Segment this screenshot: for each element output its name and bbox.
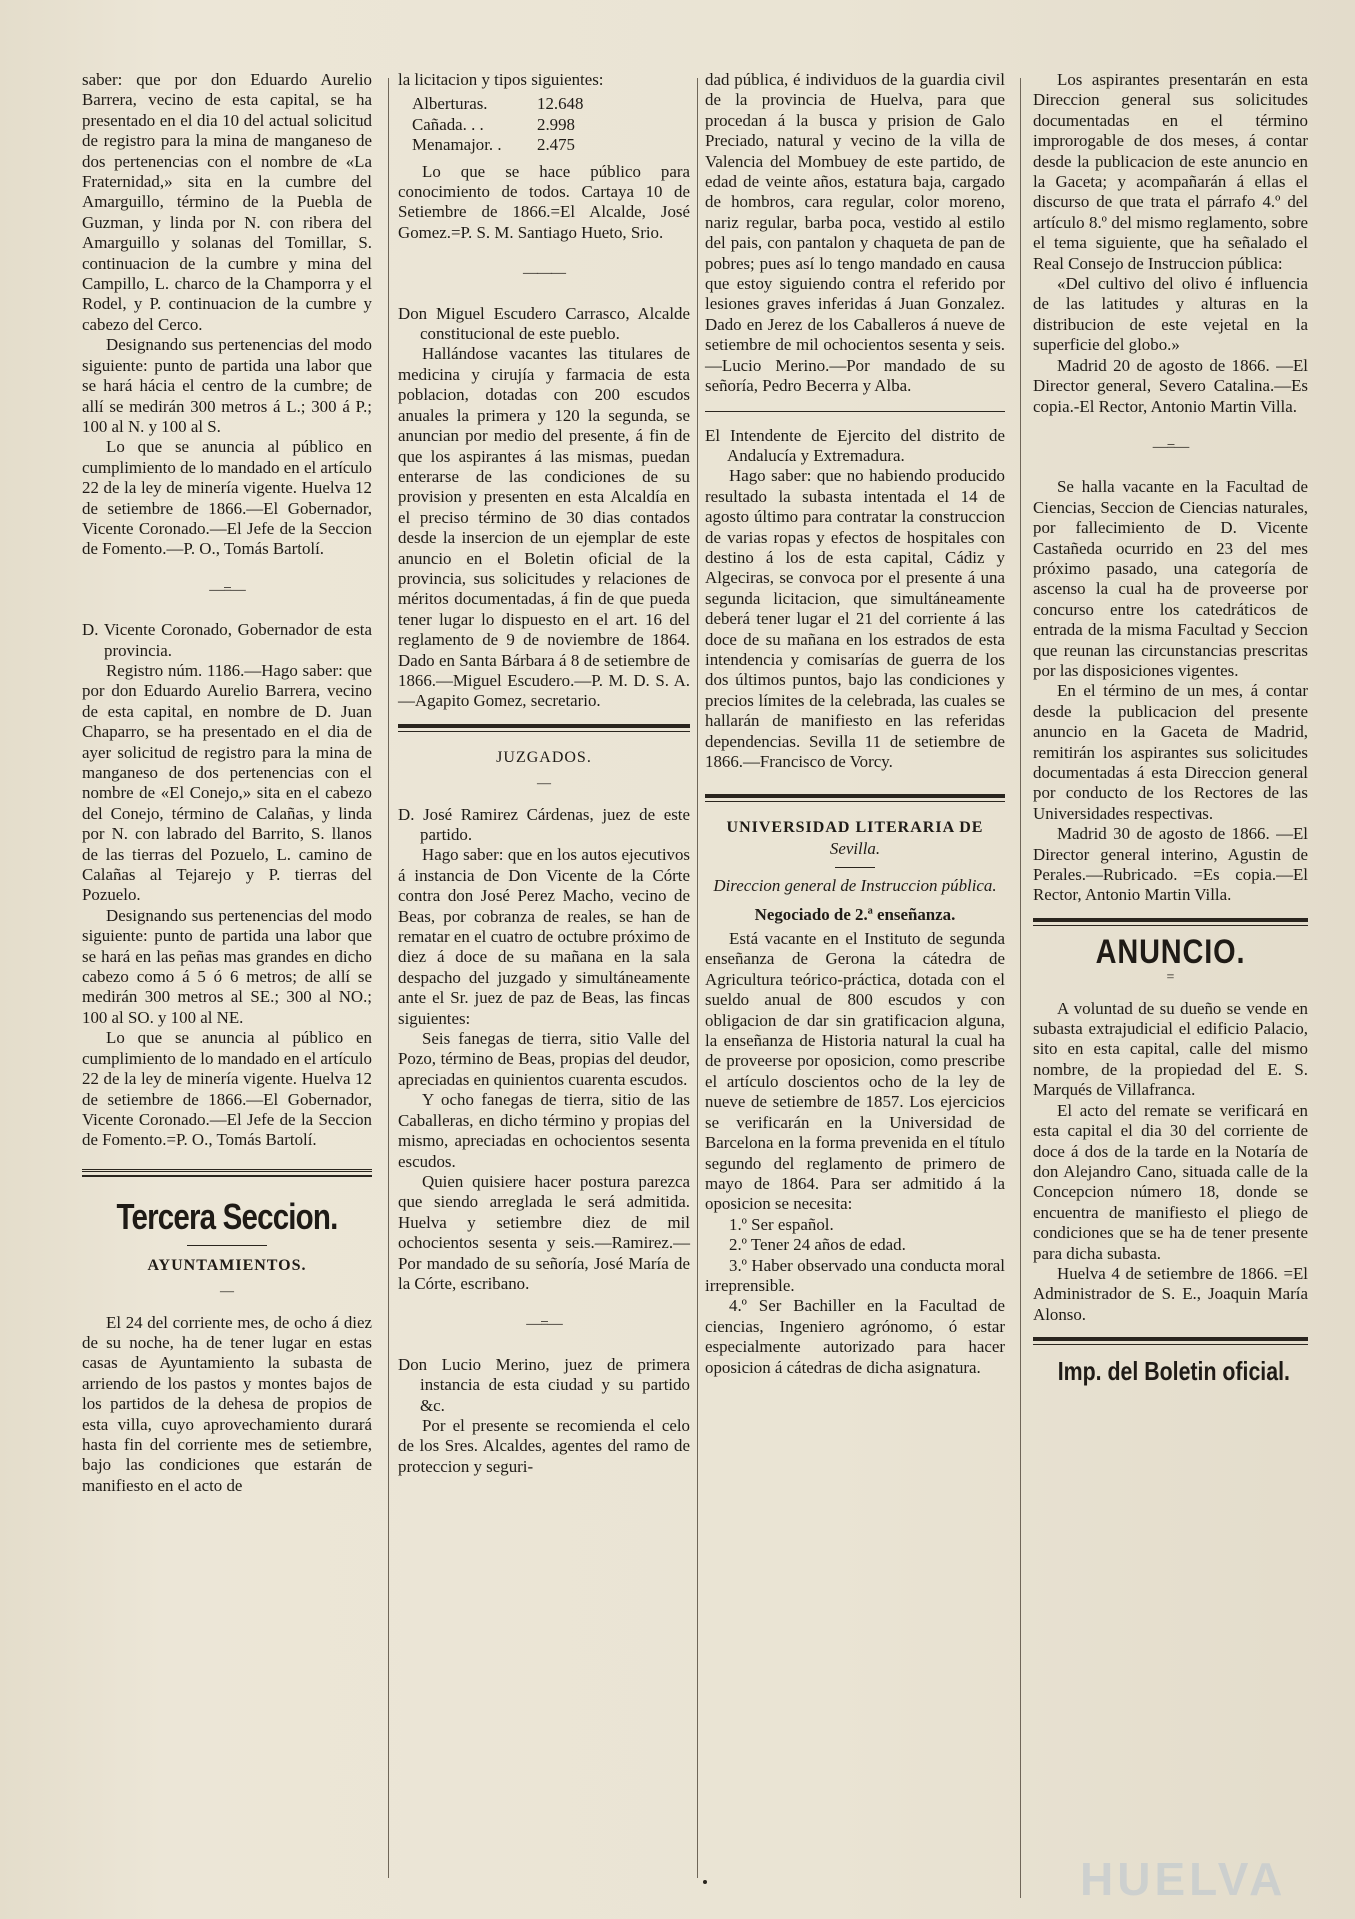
paragraph: Madrid 20 de agosto de 1866. —El Director general, Severo Catalina.—Es copia.-El Rector, Antonio Martin Villa.	[1033, 355, 1308, 416]
paragraph: Por el presente se recomienda el celo de los Sres. Alcaldes, agentes del ramo de proteccion y seguri-	[398, 1415, 690, 1476]
dash-divider: —	[537, 776, 551, 792]
notice-heading: El Intendente de Ejercito del distrito de Andalucía y Extremadura.	[705, 425, 1005, 465]
paragraph: Designando sus pertenencias del modo siguiente: punto de partida una labor que se hará hácia el centro de la cumbre; de allí se medirán 300 metros á L.; 300 á P.; 100 al N. y 100 al S.	[82, 335, 372, 436]
paragraph: Hago saber: que no habiendo producido resultado la subasta intentada el 14 de agosto último para contratar la construccion de varias ropas y efectos de hospitales con destino á los de esta capital, Cádiz y Algeciras, se convoca por el presente á una segunda licitacion, que simultáneamente deberá tener lugar el 21 del corriente á las doce de su mañana en los estrados de esta intendencia y comisarías de guerra de los dos últimos puntos, bajo las condiciones y precios límites de la celebrada, las cuales se hallarán de manifiesto en las referidas dependencias. Sevilla 11 de setiembre de 1866.—Francisco de Vorcy.	[705, 466, 1005, 771]
column-rule	[1020, 78, 1021, 1898]
paragraph: Seis fanegas de tierra, sitio Valle del Pozo, término de Beas, propias del deudor, apreciadas en quinientos cuarenta escudos.	[398, 1029, 690, 1089]
requirement-item: 3.º Haber observado una conducta moral irreprensible.	[705, 1255, 1005, 1295]
paragraph: El 24 del corriente mes, de ocho á diez de su noche, ha de tener lugar en estas casas de Ayuntamiento la subasta de arriendo de los pastos y montes bajos de los partidos de la dehesa de propios de esta villa, cuyo aprovechamiento durará hasta fin del corriente mes de setiembre, bajo las condiciones que estarán de manifiesto en el acto de	[82, 1312, 372, 1495]
table-row: Menamajor. . 2.475	[412, 135, 576, 155]
paragraph: Hago saber: que en los autos ejecutivos á instancia de Don Vicente de la Córte contra don José Perez Macho, vecino de Beas, por cobranza de reales, se han de rematar en el cuatro de octubre próximo de diez á doce de su mañana en la sala despacho del juzgado y simultáneamente ante el Sr. juez de paz de Beas, las fincas siguientes:	[398, 845, 690, 1028]
dash-divider: =	[1166, 970, 1175, 986]
short-rule	[835, 867, 875, 868]
tariff-table	[412, 94, 690, 155]
paragraph: Quien quisiere hacer postura parezca que siendo arreglada le será admitida. Huelva y setiembre diez de mil ochocientos sesenta y seis.—Ramirez.—Por mandado de su señoría, José María de la Córte, escribano.	[398, 1171, 690, 1293]
paragraph: dad pública, é individuos de la guardia civil de la provincia de Huelva, para que procedan á la busca y prision de Galo Preciado, natural y vecino de la villa de Valencia del Mombuey de este partido, de edad de veinte años, estatura baja, cargado de hombros, cara regular, color moreno, nariz regular, barba poca, vestido al estilo del pais, con pantalon y chaqueta de pan de pobres; pues así lo tengo mandado en causa que estoy siguiendo contra el referido por lesiones graves inferidas á Juan Gonzalez. Dado en Jerez de los Caballeros á nueve de setiembre de mil ochocientos sesenta y seis.—Lucio Merino.—Por mandado de su señoría, Pedro Becerra y Alba.	[705, 70, 1005, 396]
paragraph: Y ocho fanegas de tierra, sitio de las Caballeras, en dicho término y propias del mismo, apreciadas en ochocientos sesenta escudos.	[398, 1090, 690, 1171]
table-row: Cañada. . . 2.998	[412, 114, 576, 134]
section-rule	[705, 794, 1005, 802]
column-rule	[697, 78, 698, 1878]
university-heading: UNIVERSIDAD LITERARIA DE	[726, 819, 984, 837]
rule	[705, 411, 1005, 412]
paragraph: Lo que se anuncia al público en cumplimiento de lo mandado en el artículo 22 de la ley de minería vigente. Huelva 12 de setiembre de 1866.—El Gobernador, Vicente Coronado.—El Jefe de la Seccion de Fomento.=P. O., Tomás Bartolí.	[82, 1028, 372, 1150]
requirement-item: 2.º Tener 24 años de edad.	[729, 1235, 906, 1255]
bureau-heading: Negociado de 2.ª enseñanza.	[754, 904, 956, 924]
dash-divider: ———	[523, 265, 565, 282]
ornament-divider: —=—	[526, 1316, 562, 1333]
notice-heading: D. José Ramirez Cárdenas, juez de este partido.	[398, 804, 690, 844]
advertisement-title: ANUNCIO.	[1095, 932, 1246, 971]
notice-heading: D. Vicente Coronado, Gobernador de esta provincia.	[82, 620, 372, 660]
column-1	[82, 70, 372, 1496]
section-rule	[1033, 1337, 1308, 1345]
paragraph: En el término de un mes, á contar desde la publicacion del presente anuncio en la Gaceta de Madrid, remitirán los aspirantes sus solicitudes documentadas á esta Direccion general por conducto de los Rectores de las Universidades respectivas.	[1033, 681, 1308, 823]
page-dot	[703, 1880, 707, 1884]
ornament-divider: —=—	[1152, 438, 1189, 455]
dash-divider: —	[220, 1284, 234, 1300]
notice-heading: Don Miguel Escudero Carrasco, Alcalde constitucional de este pueblo.	[398, 303, 690, 344]
column-4	[1033, 70, 1308, 1387]
requirement-item: 4.º Ser Bachiller en la Facultad de ciencias, Ingeniero agrónomo, ó estar especialmente autorizado para hacer oposicion á cátedras de dicha asignatura.	[705, 1296, 1005, 1377]
subsection-title: JUZGADOS.	[496, 748, 592, 766]
paragraph: Lo que se anuncia al público en cumplimiento de lo mandado en el artículo 22 de la ley de minería vigente. Huelva 12 de setiembre de 1866.—El Gobernador, Vicente Coronado.—El Jefe de la Seccion de Fomento.—P. O., Tomás Bartolí.	[82, 437, 372, 559]
paragraph: Lo que se hace público para conocimiento de todos. Cartaya 10 de Setiembre de 1866.=El Alcalde, José Gomez.=P. S. M. Santiago Hueto, Srio.	[398, 161, 690, 242]
paragraph: Registro núm. 1186.—Hago saber: que por don Eduardo Aurelio Barrera, vecino de esta capital, en nombre de D. Juan Chaparro, se ha presentado en el dia de ayer solicitud de registro para la mina de manganeso de dos pertenencias con el nombre de «El Conejo,» sita en el cabezo del Conejo, término de Calañas, y linda por N. con labrado del Barrito, S. llanos de las tierras del Pozuelo, L. camino de Calañas al Tejarejo y P. tierras del Pozuelo.	[82, 660, 372, 905]
subsection-title: AYUNTAMIENTOS.	[147, 1256, 307, 1274]
section-rule	[1033, 918, 1308, 926]
paragraph: la licitacion y tipos siguientes:	[398, 70, 604, 89]
ornament-divider: —=—	[209, 581, 245, 598]
department-heading: Direccion general de Instruccion pública.	[713, 876, 997, 896]
university-city: Sevilla.	[829, 838, 881, 858]
paragraph: Está vacante en el Instituto de segunda enseñanza de Gerona la cátedra de Agricultura teórico-práctica, dotada con el sueldo anual de 800 escudos y con obligacion de dar sin gratificacion alguna, la enseñanza de Historia natural la cual ha de proveerse por oposicion, como prescribe el artículo doscientos ocho de la ley de nueve de setiembre de 1857. Los ejercicios se verificarán en la Universidad de Barcelona en la forma prevenida en el título segundo del reglamento de primero de mayo de 1864. Para ser admitido á la oposicion se necesita:	[705, 929, 1005, 1214]
column-2	[398, 70, 690, 1477]
column-rule	[388, 78, 389, 1878]
notice-heading: Don Lucio Merino, juez de primera instancia de esta ciudad y su partido &c.	[398, 1354, 690, 1415]
requirement-item: 1.º Ser español.	[729, 1214, 834, 1234]
paragraph: saber: que por don Eduardo Aurelio Barrera, vecino de esta capital, se ha presentado en el dia 10 del actual solicitud de registro para la mina de manganeso de dos pertenencias con el nombre de «La Fraternidad,» sita en la cumbre del Amarguillo, término de la Puebla de Guzman, y linda por N. con ribera del Amarguillo y solanas del Tomillar, S. continuacion de la cumbre y mina del Campillo, L. charco de la Champorra y el Rodel, y P. continuacion de la cumbre y cabezo del Cerco.	[82, 70, 372, 334]
paragraph: Designando sus pertenencias del modo siguiente: punto de partida una labor que se hará en las peñas mas grandes en dicho cabezo como á 5 ó 6 metros; de allí se medirán 300 metros al SE.; 300 al NO.; 100 al SO. y 100 al NE.	[82, 905, 372, 1027]
printer-imprint: Imp. del Boletin oficial.	[1057, 1356, 1290, 1387]
column-3	[705, 70, 1005, 1378]
quoted-topic: «Del cultivo del olivo é influencia de las latitudes y alturas en la distribucion de este vejetal en la superficie del globo.»	[1033, 274, 1308, 355]
section-title: Tercera Seccion.	[116, 1195, 338, 1237]
paragraph: Madrid 30 de agosto de 1866. —El Director general interino, Agustin de Perales.—Rubricado. =Es copia.—El Rector, Antonio Martin Villa.	[1033, 824, 1308, 905]
paragraph: Huelva 4 de setiembre de 1866. =El Administrador de S. E., Joaquin María Alonso.	[1033, 1263, 1308, 1324]
paragraph: A voluntad de su dueño se vende en subasta extrajudicial el edificio Palacio, sito en esta capital, calle del mismo nombre, de la propiedad del E. S. Marqués de Villafranca.	[1033, 998, 1308, 1100]
archive-watermark: HUELVA	[1080, 1853, 1287, 1905]
paragraph: Se halla vacante en la Facultad de Ciencias, Seccion de Ciencias naturales, por fallecimiento de D. Vicente Castañeda ocurrido en 23 del mes próximo pasado, una categoría de ascenso la cual ha de proveerse por concurso entre los catedráticos de entrada de la misma Facultad y Seccion que reunan las circunstancias prescritas por las disposiciones vigentes.	[1033, 477, 1308, 680]
paragraph: Hallándose vacantes las titulares de medicina y cirujía y farmacia de esta poblacion, dotadas con 200 escudos anuales la primera y 120 la segunda, se anuncian por medio del presente, á fin de que los aspirantes á las mismas, puedan enterarse de las condiciones de su provision y presenten en esta Alcaldía en el preciso término de 30 dias contados desde la insercion de un ejemplar de este anuncio en el Boletin oficial de la provincia, sus solicitudes y relaciones de méritos documentadas, á fin de que pueda tener lugar lo dispuesto en el art. 16 del reglamento de 9 de noviembre de 1864. Dado en Santa Bárbara á 8 de setiembre de 1866.—Miguel Escudero.—P. M. D. S. A.—Agapito Gomez, secretario.	[398, 344, 690, 711]
section-rule	[82, 1169, 372, 1177]
table-row: Alberturas. 12.648	[412, 94, 584, 114]
paragraph: El acto del remate se verificará en esta capital el dia 30 del corriente de doce á dos de la tarde en la Notaría de don Alejandro Cano, situada calle de la Concepcion número 18, donde se encuentra de manifiesto el pliego de condiciones que se ha de tener presente para dicha subasta.	[1033, 1100, 1308, 1263]
paragraph: Los aspirantes presentarán en esta Direccion general sus solicitudes documentadas en el término improrogable de dos meses, á contar desde la publicacion de este anuncio en la Gaceta; y acompañarán á ellas el discurso de que trata el párrafo 4.º del artículo 8.º del mismo reglamento, sobre el tema siguiente, que ha señalado el Real Consejo de Instruccion pública:	[1033, 70, 1308, 273]
title-underline	[187, 1245, 267, 1246]
section-rule	[398, 724, 690, 732]
